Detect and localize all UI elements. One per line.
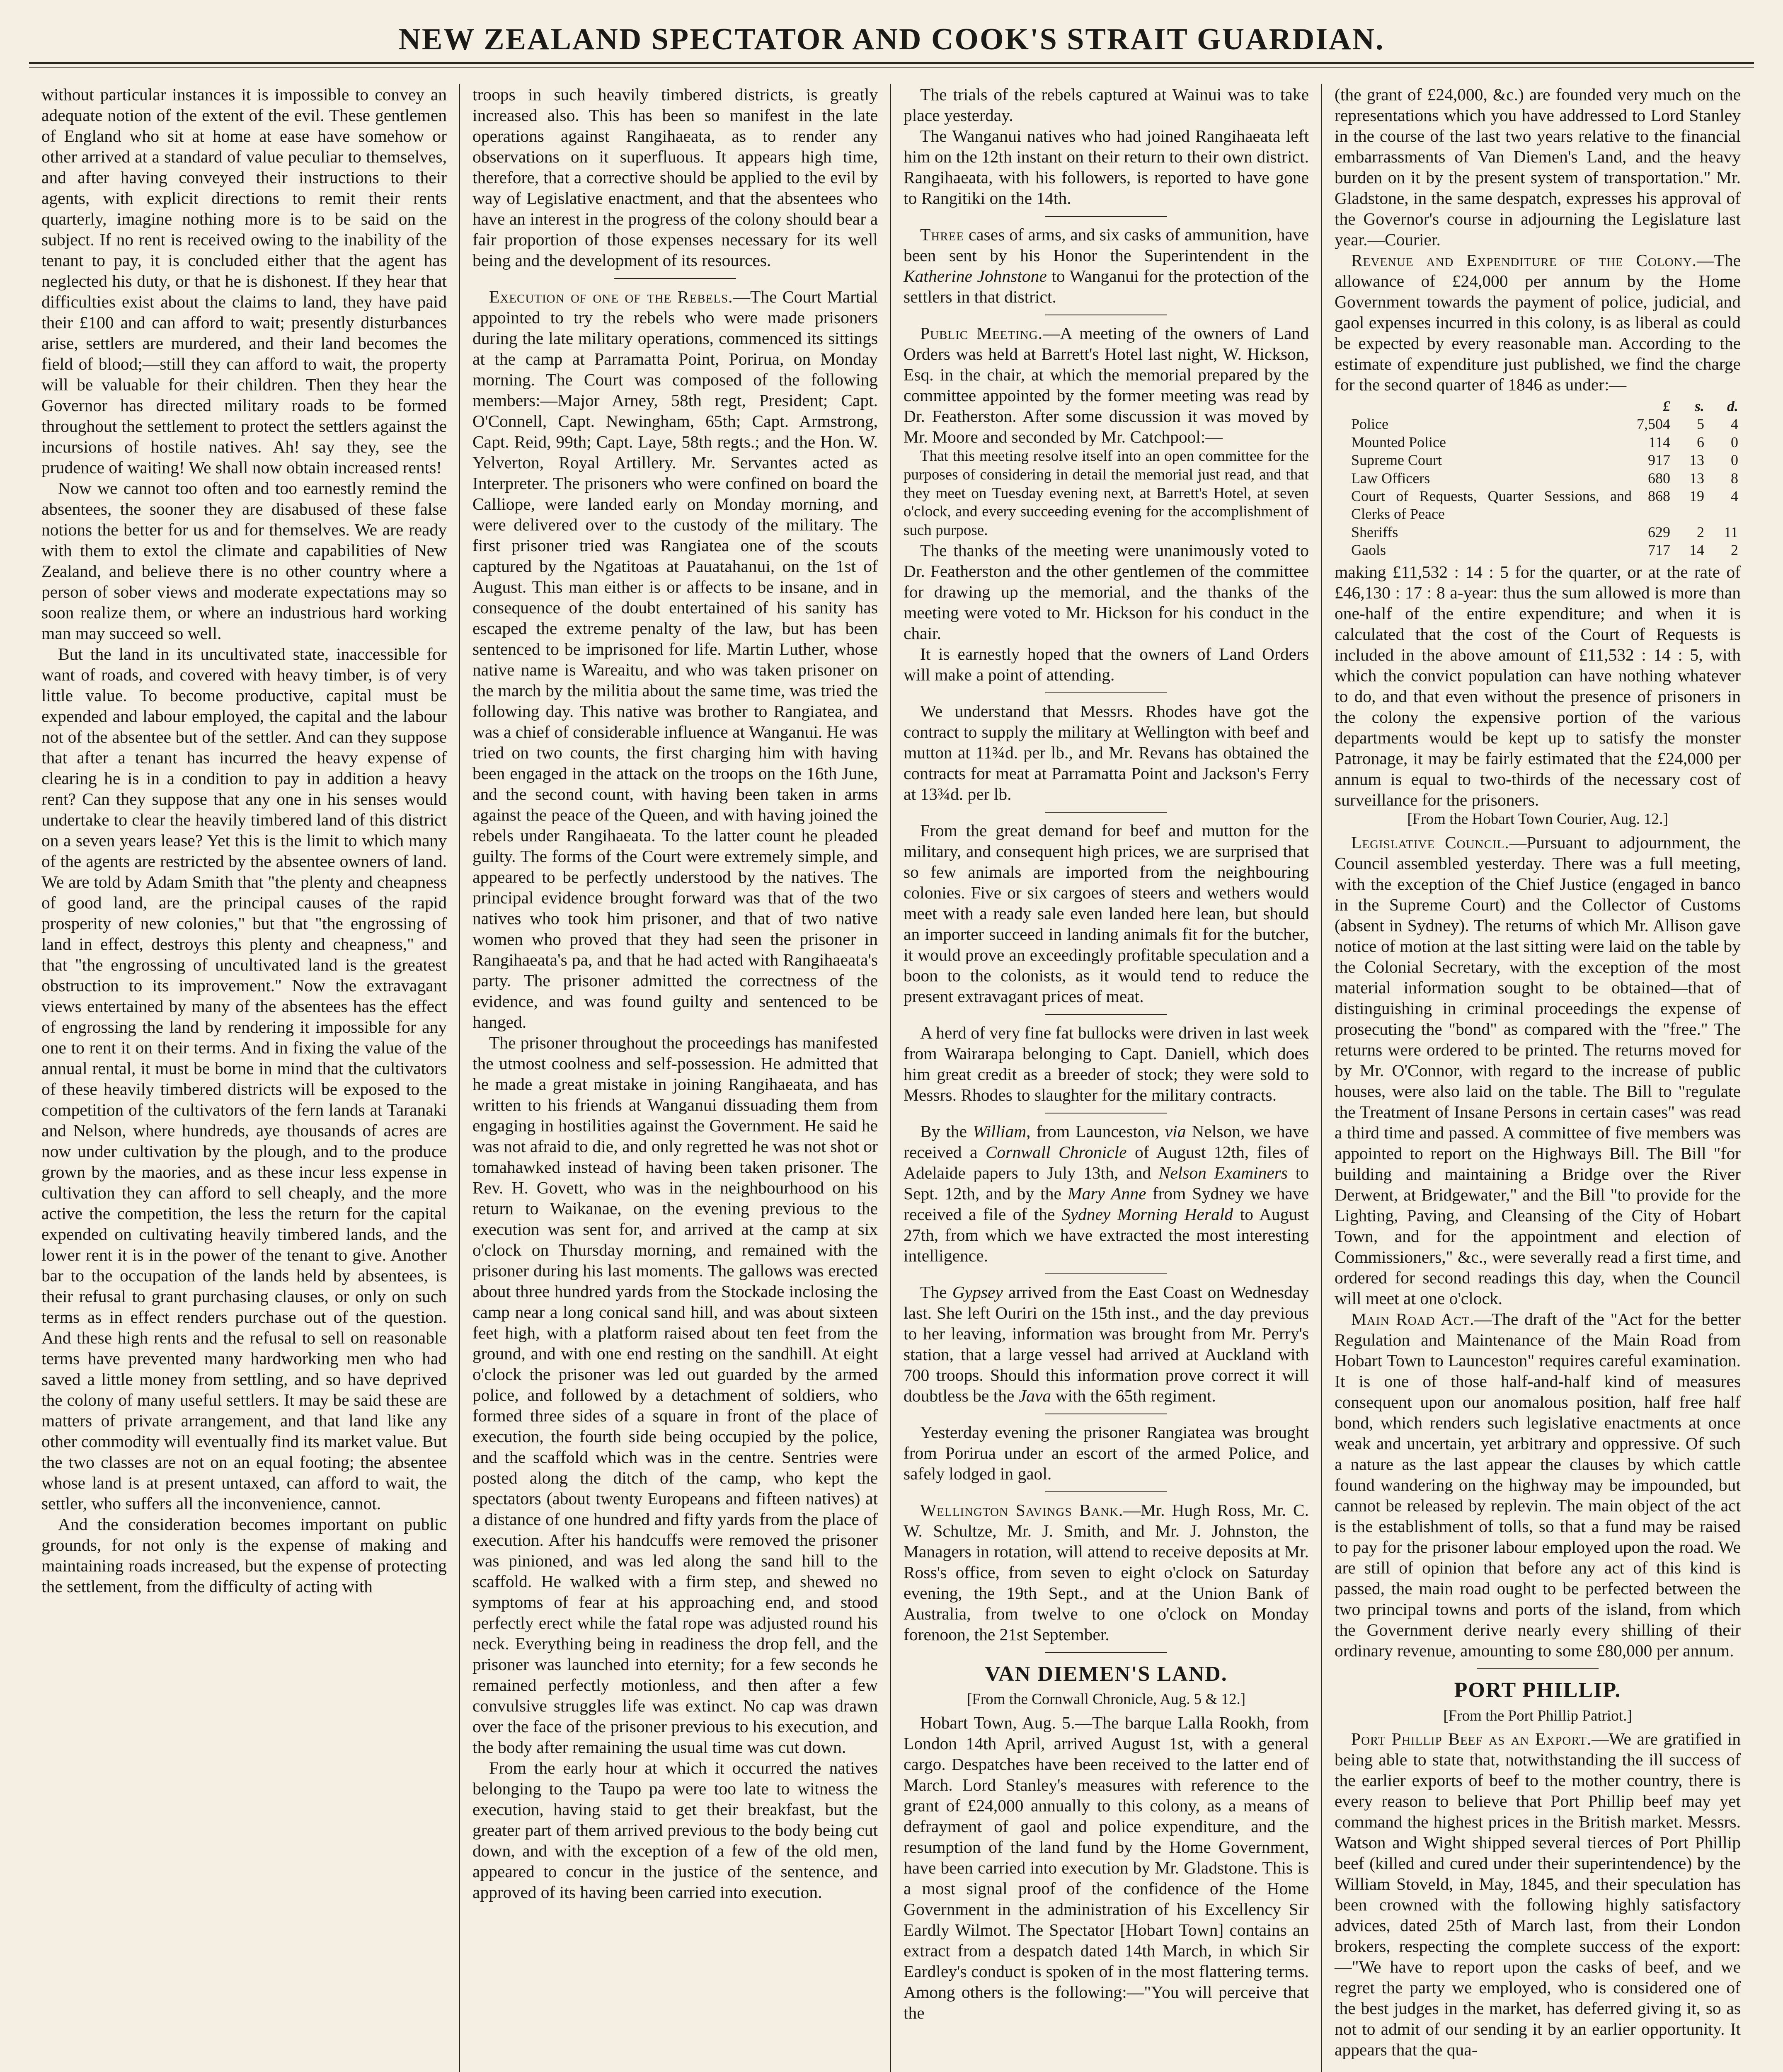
masthead: NEW ZEALAND SPECTATOR AND COOK'S STRAIT GUARDIAN. bbox=[398, 22, 1385, 56]
text: arrived from the East Coast on Wednesday last. She left Ouriri on the 15th inst., and the day previous to her leaving, information was brought from Mr. Perry's station, that a large vessel had arrived at Auckland with 700 troops. Should this information prove correct it will doubtless be the bbox=[904, 1282, 1309, 1405]
article-heading: Public Meeting. bbox=[920, 324, 1043, 343]
paragraph bbox=[1335, 1728, 1741, 2060]
paragraph: The thanks of the meeting were unanimously voted to Dr. Featherston and the other gentlemen of the committee for drawing up the memorial, and the thanks of the meeting were voted to Mr. Hickson for his conduct in the chair. bbox=[904, 540, 1309, 643]
paragraph: The Wanganui natives who had joined Rangihaeata left him on the 12th instant on their return to their own district. Rangihaeata, with his followers, is reported to have gone to Rangitiki on the 14th. bbox=[904, 126, 1309, 208]
separator bbox=[1045, 1652, 1167, 1653]
text: from Sydney we have received a file of the bbox=[904, 1184, 1309, 1224]
table-cell: 19 bbox=[1689, 487, 1704, 504]
table-row bbox=[1335, 433, 1741, 451]
table-cell: 868 bbox=[1648, 487, 1670, 504]
table-header bbox=[1335, 397, 1741, 415]
paper-name: Sydney Morning Herald bbox=[1061, 1204, 1233, 1224]
table-cell: Mounted Police bbox=[1351, 433, 1446, 450]
paragraph: Hobart Town, Aug. 5.—The barque Lalla Rookh, from London 14th April, arrived August 1st, with a general cargo. Despatches have been received to the latter end of March. Lord Stanley's measures with reference to the grant of £24,000 annually to this colony, as a means of defrayment of gaol and police expenditure, and the resumption of the land fund by the Home Government, have been carried into execution by Mr. Gladstone. This is a most signal proof of the confidence of the Home Government in the administration of his Excellency Sir Eardly Wilmot. The Spectator [Hobart Town] contains an extract from a despatch dated 14th March, in which Sir Eardley's conduct is spoken of in the most flattering terms. Among others is the following:—"You will perceive that the bbox=[904, 1713, 1309, 2023]
ship-name: Katherine Johnstone bbox=[904, 266, 1047, 286]
text: via bbox=[1165, 1121, 1186, 1141]
text: The bbox=[920, 1282, 952, 1302]
separator bbox=[1045, 1014, 1167, 1015]
separator bbox=[1045, 1273, 1167, 1274]
source-line: [From the Cornwall Chronicle, Aug. 5 & 12.] bbox=[967, 1691, 1246, 1708]
table-cell: Court of Requests, Quarter Sessions, and Clerks of Peace bbox=[1351, 487, 1632, 523]
table-cell: 2 bbox=[1697, 523, 1704, 540]
separator bbox=[1045, 1491, 1167, 1492]
paragraph bbox=[904, 323, 1309, 447]
paragraph bbox=[1335, 250, 1741, 395]
column-2 bbox=[460, 84, 891, 2072]
table-cell: 680 bbox=[1648, 470, 1670, 487]
table-cell: 4 bbox=[1731, 416, 1738, 433]
article-heading: Legislative Council. bbox=[1351, 833, 1509, 852]
text: to Wanganui for the protection of the settlers in that district. bbox=[904, 266, 1309, 306]
separator bbox=[1045, 216, 1167, 217]
source-line: [From the Hobart Town Courier, Aug. 12.] bbox=[1407, 811, 1668, 828]
ship-name: Gypsey bbox=[952, 1282, 1003, 1302]
text: —The allowance of £24,000 per annum by the Home Government towards the payment of police, judicial, and gaol expenses incurred in this colony, is as liberal as could be expected by every reasonable man. According to the estimate of expenditure just published, we find the charge for the second quarter of 1846 as under:— bbox=[1335, 251, 1741, 394]
paragraph: From the great demand for beef and mutton for the military, and consequent high prices, we are surprised that so few animals are imported from the neighbouring colonies. Five or six cargoes of steers and wethers would meet with a ready sale even landed here lean, but should an importer succeed in landing animals fit for the butcher, it would prove an exceedingly profitable speculation and a boon to the colonists, as it would tend to reduce the present extravagant prices of meat. bbox=[904, 821, 1309, 1006]
table-cell: 14 bbox=[1689, 542, 1704, 558]
text: By the bbox=[920, 1121, 973, 1141]
column-4 bbox=[1322, 84, 1753, 2072]
separator bbox=[1045, 812, 1167, 813]
section-heading: VAN DIEMEN'S LAND. bbox=[985, 1662, 1228, 1686]
article-heading: Main Road Act. bbox=[1351, 1309, 1475, 1329]
paragraph: troops in such heavily timbered districts, is greatly increased also. This has been so manifest in the late operations against Rangihaeata, as to render any observations on it superfluous. It appears high time, therefore, that a corrective should be applied to the evil by way of Legislative enactment, and that the absentees who have an interest in the progress of the colony should bear a fair proportion of those expenses necessary for its well being and the development of its resources. bbox=[472, 85, 878, 270]
separator bbox=[1045, 692, 1167, 693]
paragraph: But the land in its uncultivated state, inaccessible for want of roads, and covered with heavy timber, is of very little value. To become productive, capital must be expended and labour employed, the capital and the labour not of the absentee but of the settler. And can they suppose that after a tenant has incurred the heavy expense of clearing he is in a condition to pay in addition a heavy rent? Can they suppose that any one in his senses would undertake to clear the heavily timbered land of this district on a seven years lease? Yet this is the limit to which many of the agents are restricted by the absentee owners of land. We are told by Adam Smith that "the plenty and cheapness of good land, are the principal causes of the rapid prosperity of new colonies," but that "the engrossing of land in effect, destroys this plenty and cheapness," and that "the engrossing of uncultivated land is the greatest obstruction to its improvement." Now the extravagant views entertained by many of the absentees has the effect of engrossing the land by rendering it impossible for any one to rent it on their terms. And in fixing the value of the annual rental, it must be borne in mind that the cultivators of these heavily timbered districts will be exposed to the competition of the cultivators of the fern lands at Taranaki and Nelson, where hundreds, aye thousands of acres are now under cultivation by the plough, and to the produce grown by the maories, and as these incur less expense in cultivation they can afford to sell cheaply, and the more active the competition, the less the return for the capital expended on cultivating heavily timbered lands, and the lower rent it is in the power of the tenant to give. Another bar to the occupation of the lands held by absentees, is their refusal to grant purchasing clauses, or only on such terms as in effect renders purchase out of the question. And these high rents and the refusal to sell on reasonable terms have prevented many hardworking men who had saved a little money from settling, and so have deprived the colony of many useful settlers. It may be said these are matters of private arrangement, and that land like any other commodity will eventually find its market value. But the two classes are not on an equal footing; the absentee whose land is at present untaxed, can afford to wait, the settler, who suffers all the inconvenience, cannot. bbox=[41, 644, 447, 1513]
paragraph: From the early hour at which it occurred the natives belonging to the Taupo pa were too late to witness the execution, having staid to get their breakfast, but the greater part of them arrived previous to the body being cut down, and with the exception of a few of the old men, appeared to concur in the justice of the sentence, and approved of its having been carried into execution. bbox=[472, 1758, 878, 1902]
text: cases of arms, and six casks of ammunition, have been sent by his Honor the Superintendent in the bbox=[904, 225, 1309, 265]
paragraph: without particular instances it is impossible to convey an adequate notion of the extent of the evil. These gentlemen of England who sit at home at ease have somehow or other arrived at a standard of value peculiar to themselves, and after having conveyed their instructions to their agents, with explicit directions to remit their rents quarterly, imagine nothing more is to be said on the subject. If no rent is received owing to the inability of the tenant to pay, it is concluded either that the agent has neglected his duty, or that he is dishonest. If they hear that difficulties exist about the claims to land, they have paid their £100 and can afford to wait; presently disturbances arise, settlers are murdered, and their land becomes the field of blood;—still they can afford to wait, the property will be valuable for their children. Then they hear the Governor has directed military roads to be formed throughout the settlement to protect the settlers against the incursions of hostile natives. Ah! say they, see the prudence of waiting! We shall now obtain increased rents! bbox=[41, 85, 447, 477]
article-heading: Port Phillip Beef as an Export. bbox=[1351, 1729, 1592, 1749]
paragraph: Now we cannot too often and too earnestly remind the absentees, the sooner they are disabused of these false notions the better for us and for themselves. We are ready with them to extol the climate and capabilities of New Zealand, and believe there is no other country where a person of sober views and moderate expectations may so soon realize them, or where an industrious hard working man may succeed so well. bbox=[41, 479, 447, 643]
table-row bbox=[1335, 451, 1741, 469]
ship-name: Mary Anne bbox=[1068, 1184, 1146, 1203]
paragraph bbox=[904, 1500, 1309, 1645]
masthead-rule bbox=[29, 62, 1754, 64]
paragraph bbox=[904, 1282, 1309, 1406]
source-line: [From the Port Phillip Patriot.] bbox=[1443, 1707, 1632, 1724]
paragraph bbox=[904, 1121, 1309, 1266]
table-cell: 2 bbox=[1731, 542, 1738, 558]
text: —The draft of the "Act for the better Regulation and Maintenance of the Main Road from Hobart Town to Launceston" requires careful examination. It is one of those half-and-half kind of measures consequent upon our anomalous position, half free half bond, which renders such legislative enactments at once weak and uncertain, yet arbitrary and oppressive. Of such a nature as the last appear the clauses by which cattle found wandering on the highway may be impounded, but cannot be released by replevin. The main object of the act is the establishment of tolls, so that a fund may be raised to pay for the prisoner labour employed upon the road. We are still of opinion that before any act of this kind is passed, the main road ought to be perfected between the two principal towns and ports of the island, from which the Government derive nearly every shilling of their ordinary revenue, amounting to some £80,000 per annum. bbox=[1335, 1309, 1741, 1660]
table-row bbox=[1335, 470, 1741, 487]
table-cell: 0 bbox=[1731, 433, 1738, 450]
table-header-cell: s. bbox=[1694, 398, 1704, 414]
table-cell: 13 bbox=[1689, 470, 1704, 487]
table-cell: 114 bbox=[1648, 433, 1670, 450]
article-text: —The Court Martial appointed to try the rebels who were made prisoners during the late military operations, commenced its sittings at the camp at Parramatta Point, Porirua, on Monday morning. The Court was composed of the following members:—Major Arney, 58th regt, President; Capt. O'Connell, Capt. Newingham, 65th; Capt. Armstrong, Capt. Reid, 99th; Capt. Laye, 58th regts.; and the Hon. W. Yelverton, Royal Artillery. Mr. Servantes acted as Interpreter. The prisoners who were confined on board the Calliope, were landed early on Monday morning, and were delivered over to the custody of the military. The first prisoner tried was Rangiatea one of the scouts captured by the Ngatitoas at Pauatahanui, on the 1st of August. This man either is or affects to be insane, and in consequence of the doubt entertained of his sanity has escaped the extreme penalty of the law, but has been sentenced to be imprisoned for life. Martin Luther, whose native name is Wareaitu, and who was taken prisoner on the march by the militia about the same time, was tried the following day. This native was brother to Rangiatea, and was a chief of considerable influence at Wanganui. He was tried on two counts, the first charging him with having been engaged in the attack on the troops on the 16th June, and the second count, with having been taken in arms against the peace of the Queen, and with having joined the rebels under Rangihaeata. To the latter count he pleaded guilty. The forms of the Court were extremely simple, and appeared to be perfectly understood by the natives. The principal evidence brought forward was that of the two natives who took him prisoner, and that of two native women who proved that they had seen the prisoner in Rangihaeata's pa, and that he had acted with Rangihaeata's party. The prisoner admitted the correctness of the evidence, and was found guilty and sentenced to be hanged. bbox=[472, 287, 878, 1031]
table-cell: Sheriffs bbox=[1351, 523, 1398, 540]
masthead-rule-thin bbox=[29, 67, 1754, 68]
columns bbox=[29, 84, 1754, 2072]
paper-name: Nelson Examiners bbox=[1158, 1163, 1288, 1182]
table-cell: Gaols bbox=[1351, 542, 1386, 558]
table-cell: Police bbox=[1351, 416, 1388, 433]
paragraph: And the consideration becomes important on public grounds, for not only is the expense of making and maintaining roads increased, but the expense of protecting the settlement, from the difficulty of acting with bbox=[41, 1515, 447, 1596]
text: , from Launceston, bbox=[1026, 1121, 1165, 1141]
text: Nelson, we have received a bbox=[904, 1121, 1309, 1162]
separator bbox=[614, 278, 736, 279]
article-heading: Wellington Savings Bank. bbox=[920, 1500, 1124, 1520]
table-cell: Law Officers bbox=[1351, 470, 1430, 487]
table-header-cell: d. bbox=[1727, 398, 1738, 414]
resolution: That this meeting resolve itself into an open committee for the purposes of considering in detail the memorial just read, and that they meet on Tuesday evening next, at Barrett's Hotel, at seven o'clock, and every succeeding evening for the accomplishment of such purpose. bbox=[904, 448, 1309, 539]
paragraph: making £11,532 : 14 : 5 for the quarter, or at the rate of £46,130 : 17 : 8 a-year: thus the sum allowed is more than one-half of the entire expenditure; and when it is calculated that the cost of the Court of Requests is included in the above amount of £11,532 : 14 : 5, with which the convict population can have nothing whatever to do, and that even without the presence of prisoners in the colony the expensive portion of the various departments would be kept up to satisfy the monster Patronage, it may be fairly estimated that the £24,000 per annum is equal to two-thirds of the necessary cost of surveillance for the prisoners. bbox=[1335, 562, 1741, 810]
section-heading: PORT PHILLIP. bbox=[1454, 1678, 1621, 1702]
article-heading: Execution of one of the Rebels. bbox=[489, 287, 733, 306]
paragraph: Yesterday evening the prisoner Rangiatea was brought from Porirua under an escort of the armed Police, and safely lodged in gaol. bbox=[904, 1422, 1309, 1483]
ship-name: William bbox=[973, 1121, 1027, 1141]
text: —A meeting of the owners of Land Orders was held at Barrett's Hotel last night, W. Hickson, Esq. in the chair, at which the memorial prepared by the committee appointed by the former meeting was read by Dr. Featherston. After some discussion it was moved by Mr. Moore and seconded by Mr. Catchpool:— bbox=[904, 324, 1309, 446]
article-execution bbox=[472, 286, 878, 1032]
table-cell: Supreme Court bbox=[1351, 452, 1442, 469]
column-3 bbox=[891, 84, 1322, 2072]
text: to Sept. 12th, and by the bbox=[904, 1163, 1309, 1203]
table-cell: 7,504 bbox=[1637, 416, 1670, 433]
table-row bbox=[1335, 487, 1741, 523]
ship-name: Java bbox=[1018, 1386, 1051, 1405]
paragraph bbox=[904, 224, 1309, 307]
table-cell: 4 bbox=[1731, 487, 1738, 504]
text: to August 27th, from which we have extracted the most interesting intelligence. bbox=[904, 1204, 1309, 1265]
table-cell: 917 bbox=[1648, 452, 1670, 469]
text: of August 12th, files of Adelaide papers to July 13th, and bbox=[904, 1142, 1309, 1182]
paragraph: The trials of the rebels captured at Wainui was to take place yesterday. bbox=[904, 85, 1309, 125]
table-row bbox=[1335, 415, 1741, 433]
paragraph: We understand that Messrs. Rhodes have got the contract to supply the military at Wellington with beef and mutton at 11¾d. per lb., and Mr. Revans has obtained the contracts for meat at Parramatta Point and Jackson's Ferry at 13¾d. per lb. bbox=[904, 701, 1309, 804]
paragraph bbox=[1335, 832, 1741, 1309]
text: —We are gratified in being able to state that, notwithstanding the ill success of the earlier exports of beef to the mother country, there is every reason to believe that Port Phillip beef may yet command the highest prices in the British market. Messrs. Watson and Wight shipped several tierces of Port Phillip beef (killed and cured under their superintendence) by the William Stoveld, in May, 1845, and their speculation has been crowned with the following highly satisfactory advices, dated 25th of March last, from their London brokers, respecting the complete success of the export:—"We have to report upon the casks of beef, and we regret the party we employed, who is considered one of the best judges in the market, has deferred giving it, so as not to admit of our sending it by an earlier opportunity. It appears that the qua- bbox=[1335, 1729, 1741, 2060]
lead-word: Three bbox=[920, 225, 964, 244]
paragraph: It is earnestly hoped that the owners of Land Orders will make a point of attending. bbox=[904, 644, 1309, 684]
text: with the 65th regiment. bbox=[1051, 1386, 1216, 1405]
paper-name: Cornwall Chronicle bbox=[985, 1142, 1127, 1162]
table-header-cell: £ bbox=[1663, 398, 1670, 414]
paragraph: The prisoner throughout the proceedings has manifested the utmost coolness and self-possession. He admitted that he made a great mistake in joining Rangihaeata, and has written to his friends at Wanganui dissuading them from engaging in hostilities against the Government. He said he was not afraid to die, and only regretted he was not shot or tomahawked instead of having been taken prisoner. The Rev. H. Govett, who was in the neighbourhood on his return to Waikanae, on the evening previous to the execution was sent for, and arrived at the camp at six o'clock on Thursday morning, and remained with the prisoner during his last moments. The gallows was erected about three hundred yards from the Stockade inclosing the camp near a long conical sand hill, and was about sixteen feet high, with a platform raised about ten feet from the ground, and with one end resting on the sandhill. At eight o'clock the prisoner was led out guarded by the armed police, and followed by a detachment of soldiers, who formed three sides of a square in front of the place of execution, the fourth side being occupied by the police, and the scaffold which was in the centre. Sentries were posted along the ditch of the camp, who kept the spectators (about twenty Europeans and fifteen natives) at a distance of one hundred and fifty yards from the place of execution. After his handcuffs were removed the prisoner was pinioned, and was led along the sand hill to the scaffold. He walked with a firm step, and shewed no symptoms of fear at his approaching end, and stood perfectly erect while the fatal rope was adjusted round his neck. Everything being in readiness the drop fell, and the prisoner was launched into eternity; for a few seconds he remained perfectly motionless, and then after a few convulsive struggles life was extinct. No cap was drawn over the face of the prisoner previous to his execution, and the body after remaining the usual time was cut down. bbox=[472, 1033, 878, 1757]
separator bbox=[1477, 1668, 1599, 1669]
table-cell: 11 bbox=[1724, 523, 1738, 540]
column-1 bbox=[29, 84, 460, 2072]
table-cell: 5 bbox=[1697, 416, 1704, 433]
table-cell: 717 bbox=[1648, 542, 1670, 558]
table-header-cell bbox=[1335, 397, 1634, 415]
expenditure-table bbox=[1335, 397, 1741, 559]
table-cell: 6 bbox=[1697, 433, 1704, 450]
table-cell: 629 bbox=[1648, 523, 1670, 540]
table-row bbox=[1335, 541, 1741, 559]
paragraph: (the grant of £24,000, &c.) are founded very much on the representations which you have addressed to Lord Stanley in the course of the last two years relative to the financial embarrassments of Van Diemen's Land, and the heavy burden on it by the present system of transportation." Mr. Gladstone, in the same despatch, expresses his approval of the Governor's course in adjourning the Legislature last year.—Courier. bbox=[1335, 85, 1741, 249]
paragraph: A herd of very fine fat bullocks were driven in last week from Wairarapa belonging to Capt. Daniell, which does him great credit as a breeder of stock; they were sold to Messrs. Rhodes to slaughter for the military contracts. bbox=[904, 1023, 1309, 1104]
table-row bbox=[1335, 523, 1741, 541]
article-heading: Revenue and Expenditure of the Colony. bbox=[1351, 251, 1697, 270]
table-cell: 0 bbox=[1731, 452, 1738, 469]
text: —Mr. Hugh Ross, Mr. C. W. Schultze, Mr. J. Smith, and Mr. J. Johnston, the Managers in rotation, will attend to receive deposits at Mr. Ross's office, from seven to eight o'clock on Saturday evening, the 19th Sept., and at the Union Bank of Australia, from twelve to one o'clock on Monday forenoon, the 21st September. bbox=[904, 1500, 1309, 1644]
table-cell: 8 bbox=[1731, 470, 1738, 487]
text: —Pursuant to adjournment, the Council assembled yesterday. There was a full meeting, with the exception of the Chief Justice (engaged in banco in the Supreme Court) and the Collector of Customs (absent in Sydney). The returns of which Mr. Allison gave notice of motion at the last sitting were laid on the table by the Colonial Secretary, with the exception of the most material information sought to be obtained—that of distinguishing in criminal proceedings the expense of prosecuting the "bond" as compared with the "free." The returns were ordered to be printed. The returns moved for by Mr. O'Connor, with regard to the increase of public houses, were also laid on the table. The Bill to "regulate the Treatment of Insane Persons in certain cases" was read a third time and passed. A committee of five members was appointed to report on the Highways Bill. The Bill "for building and maintaining a Bridge over the River Derwent, at Bridgewater," and the Bill "to provide for the Lighting, Paving, and Cleansing of the City of Hobart Town, and for the appointment and election of Commissioners," &c., were severally read a first time, and ordered for second readings this day, when the Council will meet at one o'clock. bbox=[1335, 833, 1741, 1308]
table-cell: 13 bbox=[1689, 452, 1704, 469]
paragraph bbox=[1335, 1309, 1741, 1661]
